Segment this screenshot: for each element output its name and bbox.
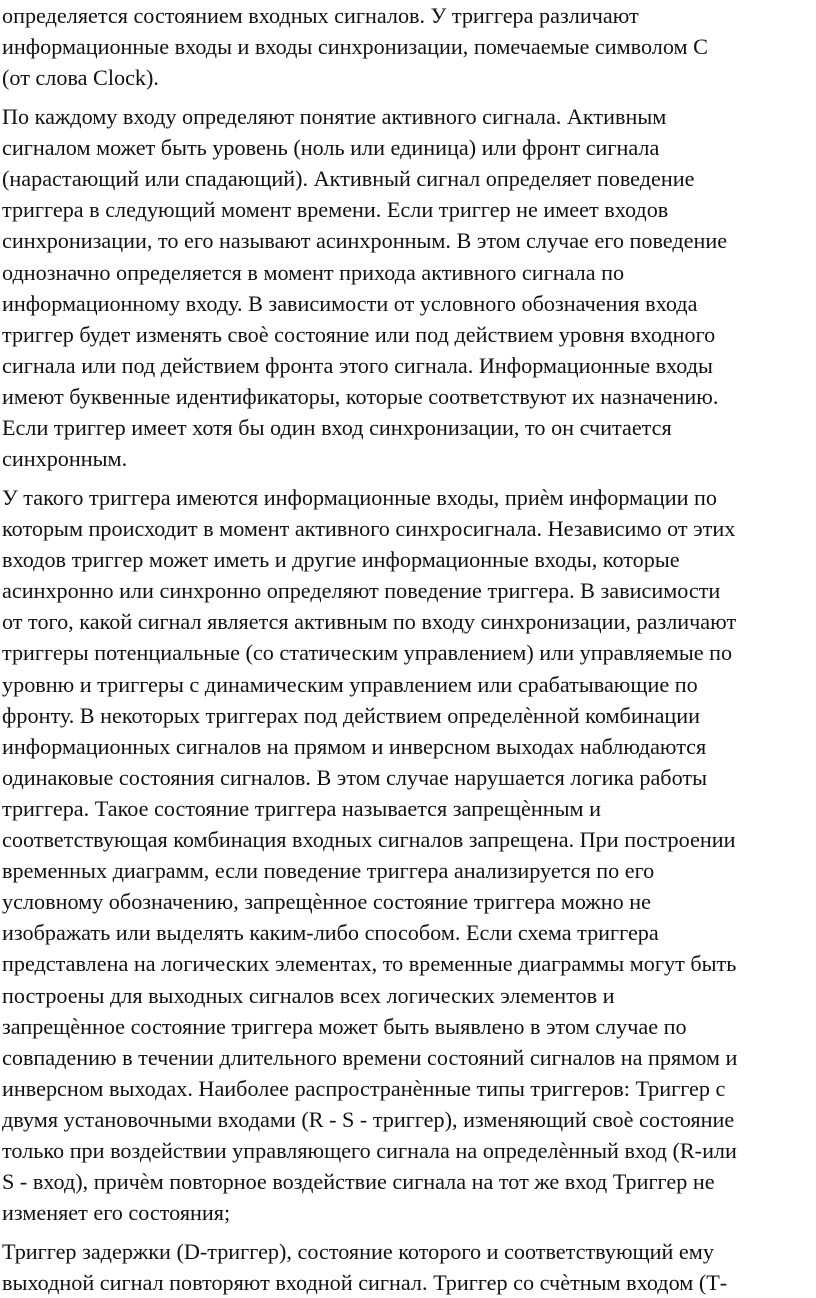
text-line: определяется состоянием входных сигналов. У триггера различают (2, 3, 639, 28)
text-line: инверсном выходах. Наиболее распространѐнные типы триггеров: Триггер с (2, 1075, 726, 1101)
text-line: У такого триггера имеются информационные входы, приѐм информации по (2, 485, 717, 510)
text-line: информационному входу. В зависимости от условного обозначения входа (2, 290, 698, 316)
text-line: По каждому входу определяют понятие активного сигнала. Активным (2, 104, 667, 130)
paragraph-4 (2, 1236, 814, 1298)
text-line: информационные входы и входы синхронизации, помечаемые символом С (2, 34, 708, 60)
text-line: (от слова Clock). (2, 65, 159, 91)
text-line: триггер будет изменять своѐ состояние или под действием уровня входного (2, 321, 716, 347)
text-line: сигнала или под действием фронта этого сигнала. Информационные входы (2, 352, 713, 378)
paragraph-2 (2, 101, 814, 474)
text-line: двумя установочными входами (R - S - триггер), изменяющий своѐ состояние (2, 1106, 735, 1132)
text-line: изменяет его состояния; (2, 1200, 231, 1226)
text-line: одинаковые состояния сигналов. В этом случае нарушается логика работы (2, 764, 707, 790)
text-line: только при воздействии управляющего сигнала на определѐнный вход (R-или (2, 1137, 737, 1163)
text-line: соответствующая комбинация входных сигналов запрещена. При построении (2, 827, 736, 853)
text-line: фронту. В некоторых триггерах под действием определѐнной комбинации (2, 702, 701, 728)
text-line: однозначно определяется в момент прихода активного сигнала по (2, 259, 625, 285)
text-line: информационных сигналов на прямом и инверсном выходах наблюдаются (2, 733, 707, 759)
text-line: синхронизации, то его называют асинхронным. В этом случае его поведение (2, 228, 728, 254)
paragraph-1 (2, 0, 814, 93)
text-line: изображать или выделять каким-либо способом. Если схема триггера (2, 920, 659, 946)
text-line: (нарастающий или спадающий). Активный сигнал определяет поведение (2, 166, 695, 192)
text-line: синхронным. (2, 446, 128, 472)
text-line: построены для выходных сигналов всех логических элементов и (2, 982, 615, 1008)
text-line: входов триггер может иметь и другие информационные входы, которые (2, 547, 680, 573)
text-line: имеют буквенные идентификаторы, которые соответствуют их назначению. (2, 383, 719, 409)
paragraph-3 (2, 482, 814, 1228)
text-line: совпадению в течении длительного времени состояний сигналов на прямом и (2, 1044, 738, 1070)
text-line: триггеры потенциальные (со статическим управлением) или управляемые по (2, 640, 733, 666)
text-line: уровню и триггеры с динамическим управлением или срабатывающие по (2, 671, 698, 697)
document-body (2, 0, 814, 1298)
text-line: S - вход), причѐм повторное воздействие сигнала на тот же вход Триггер не (2, 1169, 715, 1195)
text-line: которым происходит в момент активного синхросигнала. Независимо от этих (2, 516, 736, 542)
text-line: от того, какой сигнал является активным по входу синхронизации, различают (2, 609, 737, 635)
text-line: асинхронно или синхронно определяют поведение триггера. В зависимости (2, 578, 721, 604)
text-line: Если триггер имеет хотя бы один вход синхронизации, то он считается (2, 415, 672, 441)
text-line: Триггер задержки (D-триггер), состояние которого и соответствующий ему (2, 1239, 714, 1265)
text-line: представлена на логических элементах, то временные диаграммы могут быть (2, 951, 737, 977)
text-line: условному обозначению, запрещѐнное состояние триггера можно не (2, 889, 651, 915)
text-line: триггера в следующий момент времени. Если триггер не имеет входов (2, 197, 669, 223)
text-line: временных диаграмм, если поведение триггера анализируется по его (2, 858, 655, 884)
text-line: триггера. Такое состояние триггера называется запрещѐнным и (2, 795, 601, 821)
text-line: запрещѐнное состояние триггера может быть выявлено в этом случае по (2, 1013, 687, 1039)
text-line: сигналом может быть уровень (ноль или единица) или фронт сигнала (2, 135, 660, 161)
text-line: выходной сигнал повторяют входной сигнал. Триггер со счѐтным входом (Т- (2, 1270, 728, 1296)
